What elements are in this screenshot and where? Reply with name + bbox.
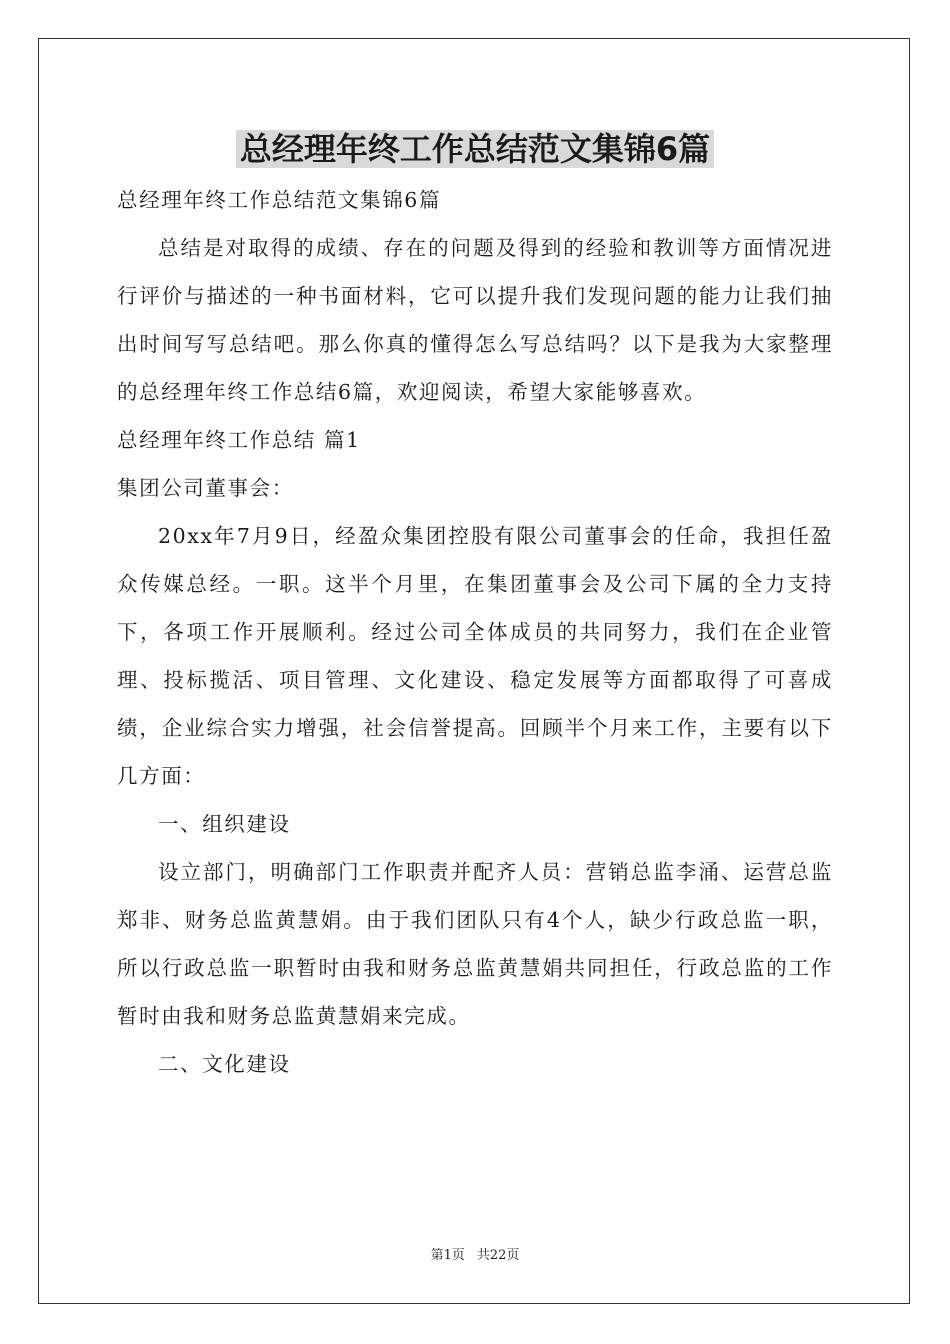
page-total: 共22页: [476, 1248, 520, 1263]
item-heading: 一、组织建设: [158, 812, 291, 836]
item-heading: 二、文化建设: [158, 1052, 291, 1076]
salutation: 集团公司董事会：: [117, 476, 294, 500]
document-title: [0, 124, 950, 174]
document-title-text: 总经理年终工作总结范文集锦6篇: [236, 130, 714, 168]
body-paragraph: 20xx年7月9日，经盈众集团控股有限公司董事会的任命，我担任盈众传媒总经。一职。这半个月里，在集团董事会及公司下属的全力支持下，各项工作开展顺利。经过公司全体成员的共同努力，我们在企业管理、投标揽活、项目管理、文化建设、稳定发展等方面都取得了可喜成绩，企业综合实力增强，社会信誉提高。回顾半个月来工作，主要有以下几方面：: [117, 524, 833, 788]
page-footer: [0, 1246, 950, 1266]
document-body: [117, 176, 833, 1088]
section-heading: 总经理年终工作总结 篇1: [117, 428, 361, 452]
page-number: 第1页: [430, 1248, 465, 1263]
document-subtitle: 总经理年终工作总结范文集锦6篇: [117, 188, 442, 212]
intro-paragraph: 总结是对取得的成绩、存在的问题及得到的经验和教训等方面情况进行评价与描述的一种书面材料，它可以提升我们发现问题的能力让我们抽出时间写写总结吧。那么你真的懂得怎么写总结吗？以下是我为大家整理的总经理年终工作总结6篇，欢迎阅读，希望大家能够喜欢。: [117, 236, 833, 404]
body-paragraph: 设立部门，明确部门工作职责并配齐人员：营销总监李涌、运营总监郑非、财务总监黄慧娟。由于我们团队只有4个人，缺少行政总监一职，所以行政总监一职暂时由我和财务总监黄慧娟共同担任，行政总监的工作暂时由我和财务总监黄慧娟来完成。: [117, 860, 833, 1028]
